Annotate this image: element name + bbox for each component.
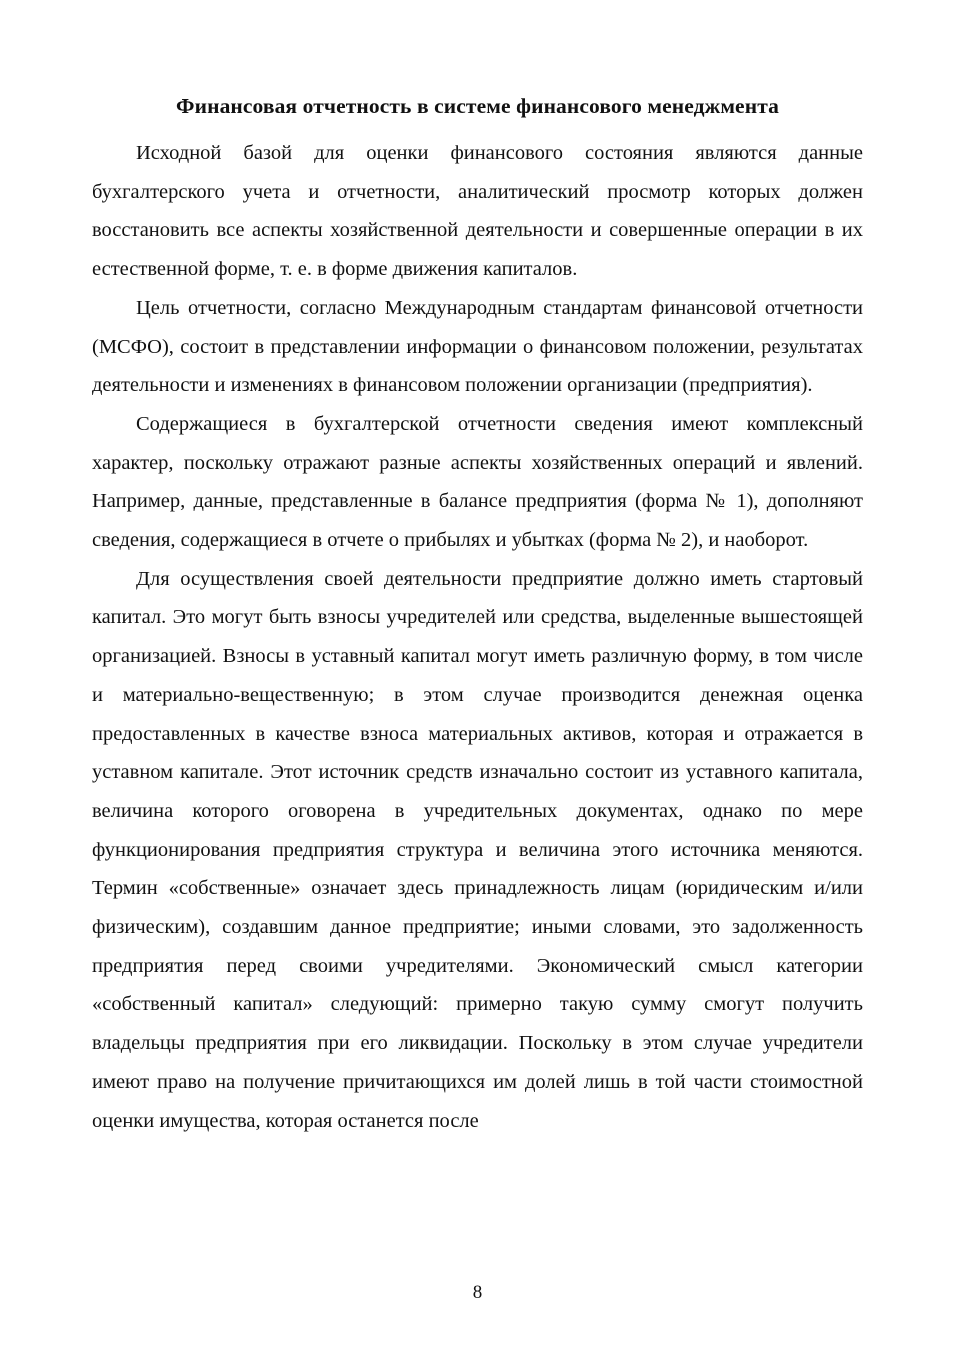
page-number: 8 (472, 1282, 483, 1303)
paragraph-starting-capital: Для осуществления своей деятельности предприятие должно иметь стартовый капитал. Это могут быть взносы учредителей или средства, выделенные вышестоящей организацией. Взносы в уставный капитал могут иметь различную форму, в том числе и материально-вещественную; в этом случае производится денежная оценка предоставленных в качестве взноса материальных активов, которая и отражается в уставном капитале. Этот источник средств изначально состоит из уставного капитала, величина которого оговорена в учредительных документах, однако по мере функционирования предприятия структура и величина этого источника меняются. Термин «собственные» означает здесь принадлежность лицам (юридическим и/или физическим), создавшим данное предприятие; иными словами, это задолженность предприятия перед своими учредителями. Экономический смысл категории «собственный капитал» следующий: примерно такую сумму смогут получить владельцы предприятия при его ликвидации. Поскольку в этом случае учредители имеют право на получение причитающихся им долей лишь в той части стоимостной оценки имущества, которая останется после (92, 567, 863, 1132)
paragraph-source-data: Исходной базой для оценки финансового состояния являются данные бухгалтерского учета и отчетности, аналитический просмотр которых должен восстановить все аспекты хозяйственной деятельности и совершенные операции в их естественной форме, т. е. в форме движения капиталов. (92, 142, 863, 281)
paragraph-reporting-goal: Цель отчетности, согласно Международным стандартам финансовой отчетности (МСФО), состоит в представлении информации о финансовом положении, результатах деятельности и изменениях в финансовом положении организации (предприятия). (92, 296, 863, 397)
page-title: Финансовая отчетность в системе финансового менеджмента (176, 94, 779, 118)
body-text (92, 134, 863, 1140)
paragraph-reporting-nature: Содержащиеся в бухгалтерской отчетности сведения имеют комплексный характер, поскольку отражают разные аспекты хозяйственных операций и явлений. Например, данные, представленные в балансе предприятия (форма № 1), дополняют сведения, содержащиеся в отчете о прибылях и убытках (форма № 2), и наоборот. (92, 412, 863, 552)
